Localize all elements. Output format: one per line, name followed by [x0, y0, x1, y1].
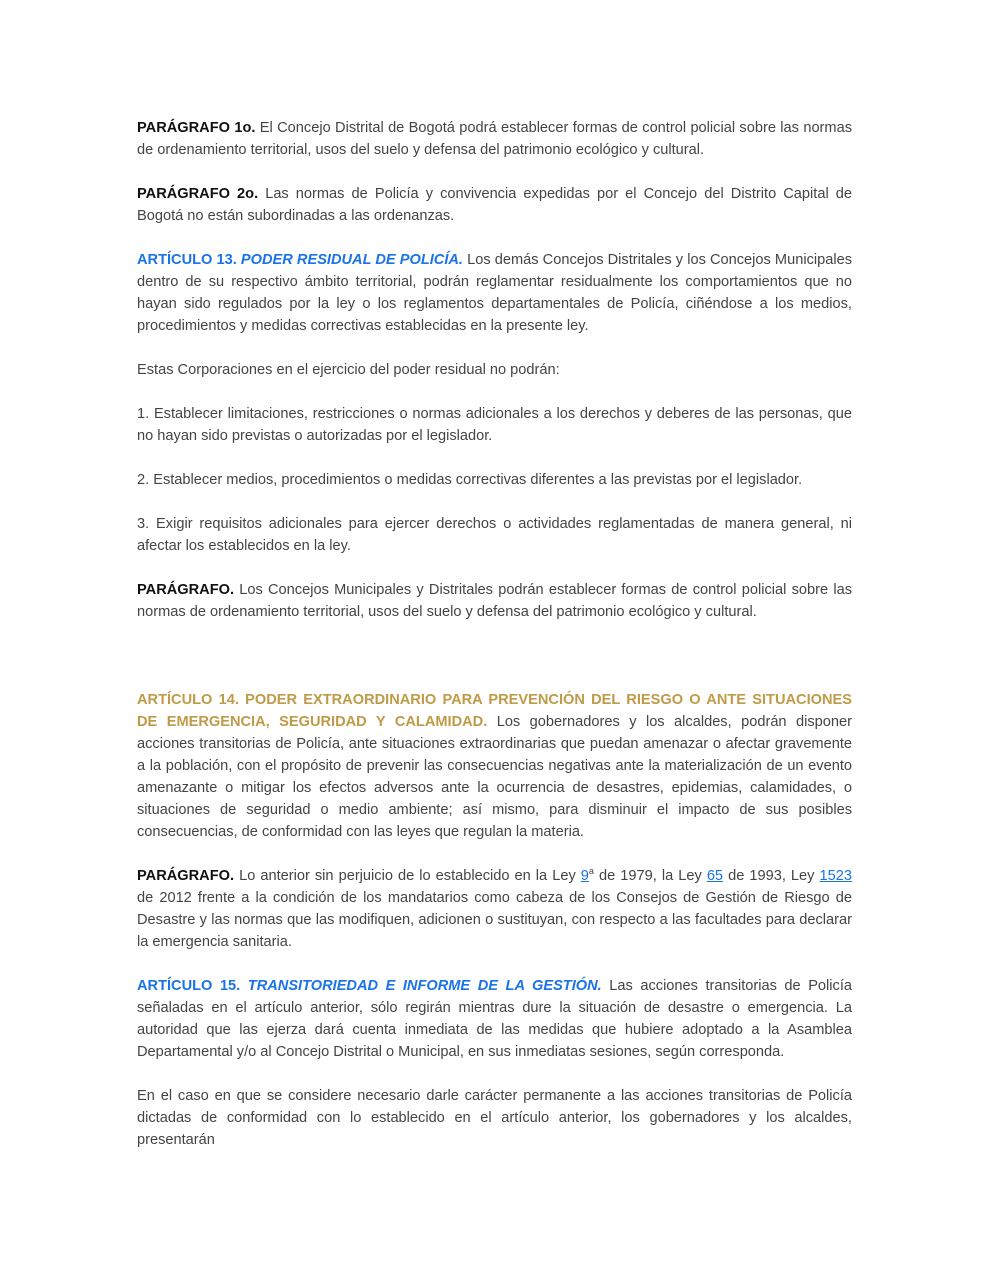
- ley-65-link[interactable]: 65: [706, 868, 724, 884]
- articulo-13: [137, 249, 852, 337]
- articulo-14: [137, 689, 852, 843]
- paragrafo-art14-text-3: de 1993, Ley: [723, 868, 820, 884]
- ley-1523-link[interactable]: 1523: [819, 868, 852, 884]
- paragrafo-art14-text-2: de 1979, la Ley: [593, 868, 707, 884]
- articulo-14-text: Los gobernadores y los alcaldes, podrán disponer acciones transitorias de Policía, ante situaciones extraordinarias que puedan amenazar o afectar gravemente a la población, con el propósito de prevenir las consecuencias negativas ante la materialización de un evento amenazante o mitigar los efectos adversos ante la ocurrencia de desastres, epidemias, calamidades, o situaciones de seguridad o medio ambiente; así mismo, para disminuir el impacto de sus posibles consecuencias, de conformidad con las leyes que regulan la materia.: [137, 714, 852, 840]
- paragrafo-2o-text: Las normas de Policía y convivencia expedidas por el Concejo del Distrito Capital de Bogotá no están subordinadas a las ordenanzas.: [137, 186, 852, 224]
- paragrafo-art14: [137, 865, 852, 953]
- articulo-13-title: PODER RESIDUAL DE POLICÍA.: [240, 252, 463, 268]
- articulo-14-heading: ARTÍCULO 14. PODER EXTRAORDINARIO PARA PREVENCIÓN DEL RIESGO O ANTE SITUACIONES DE EMERGENCIA, SEGURIDAD Y CALAMIDAD.: [137, 692, 852, 730]
- list-item-3: 3. Exigir requisitos adicionales para ejercer derechos o actividades reglamentadas de manera general, ni afectar los establecidos en la ley.: [137, 516, 852, 554]
- paragrafo-art14-text-1: Lo anterior sin perjuicio de lo establecido en la Ley: [234, 868, 581, 884]
- articulo-13-number: ARTÍCULO 13.: [137, 252, 241, 268]
- paragrafo-art13-label: PARÁGRAFO.: [137, 582, 235, 598]
- paragrafo-2o-label: PARÁGRAFO 2o.: [137, 186, 259, 202]
- list-item-1: 1. Establecer limitaciones, restricciones o normas adicionales a los derechos y deberes de las personas, que no hayan sido previstas o autorizadas por el legislador.: [137, 406, 852, 444]
- ley-9-link[interactable]: 9: [580, 868, 589, 884]
- articulo-15-title: TRANSITORIEDAD E INFORME DE LA GESTIÓN.: [247, 978, 602, 994]
- paragrafo-2o: [137, 183, 852, 227]
- paragrafo-1o-text: El Concejo Distrital de Bogotá podrá establecer formas de control policial sobre las normas de ordenamiento territorial, usos del suelo y defensa del patrimonio ecológico y cultural.: [137, 120, 852, 158]
- paragrafo-1o: [137, 117, 852, 161]
- ley-9-superscript: a: [588, 866, 594, 877]
- final-paragraph: En el caso en que se considere necesario darle carácter permanente a las acciones transitorias de Policía dictadas de conformidad con lo establecido en el artículo anterior, los gobernadores y los alcaldes, presentarán: [137, 1088, 852, 1148]
- articulo-15-text: Las acciones transitorias de Policía señaladas en el artículo anterior, sólo regirán mientras dure la situación de desastre o emergencia. La autoridad que las ejerza dará cuenta inmediata de las medidas que hubiere adoptado a la Asamblea Departamental y/o al Concejo Distrital o Municipal, en sus inmediatas sesiones, según corresponda.: [137, 978, 853, 1060]
- paragrafo-art13: [137, 579, 852, 623]
- paragrafo-art13-text: Los Concejos Municipales y Distritales podrán establecer formas de control policial sobre las normas de ordenamiento territorial, usos del suelo y defensa del patrimonio ecológico y cultural.: [137, 582, 852, 620]
- intro-paragraph: Estas Corporaciones en el ejercicio del poder residual no podrán:: [137, 362, 560, 378]
- paragrafo-1o-label: PARÁGRAFO 1o.: [137, 120, 256, 136]
- document-page: [137, 117, 852, 1173]
- articulo-15-number: ARTÍCULO 15.: [137, 978, 248, 994]
- paragrafo-art14-label: PARÁGRAFO.: [137, 868, 235, 884]
- paragrafo-art14-text-4: de 2012 frente a la condición de los mandatarios como cabeza de los Consejos de Gestión de Riesgo de Desastre y las normas que las modifiquen, adicionen o sustituyan, con respecto a las facultades para declarar la emergencia sanitaria.: [137, 890, 852, 950]
- list-item-2: 2. Establecer medios, procedimientos o medidas correctivas diferentes a las previstas por el legislador.: [137, 472, 803, 488]
- articulo-15: [137, 975, 852, 1063]
- articulo-13-text: Los demás Concejos Distritales y los Concejos Municipales dentro de su respectivo ámbito territorial, podrán reglamentar residualmente los comportamientos que no hayan sido regulados por la ley o los reglamentos departamentales de Policía, ciñéndose a los medios, procedimientos y medidas correctivas establecidas en la presente ley.: [137, 252, 852, 334]
